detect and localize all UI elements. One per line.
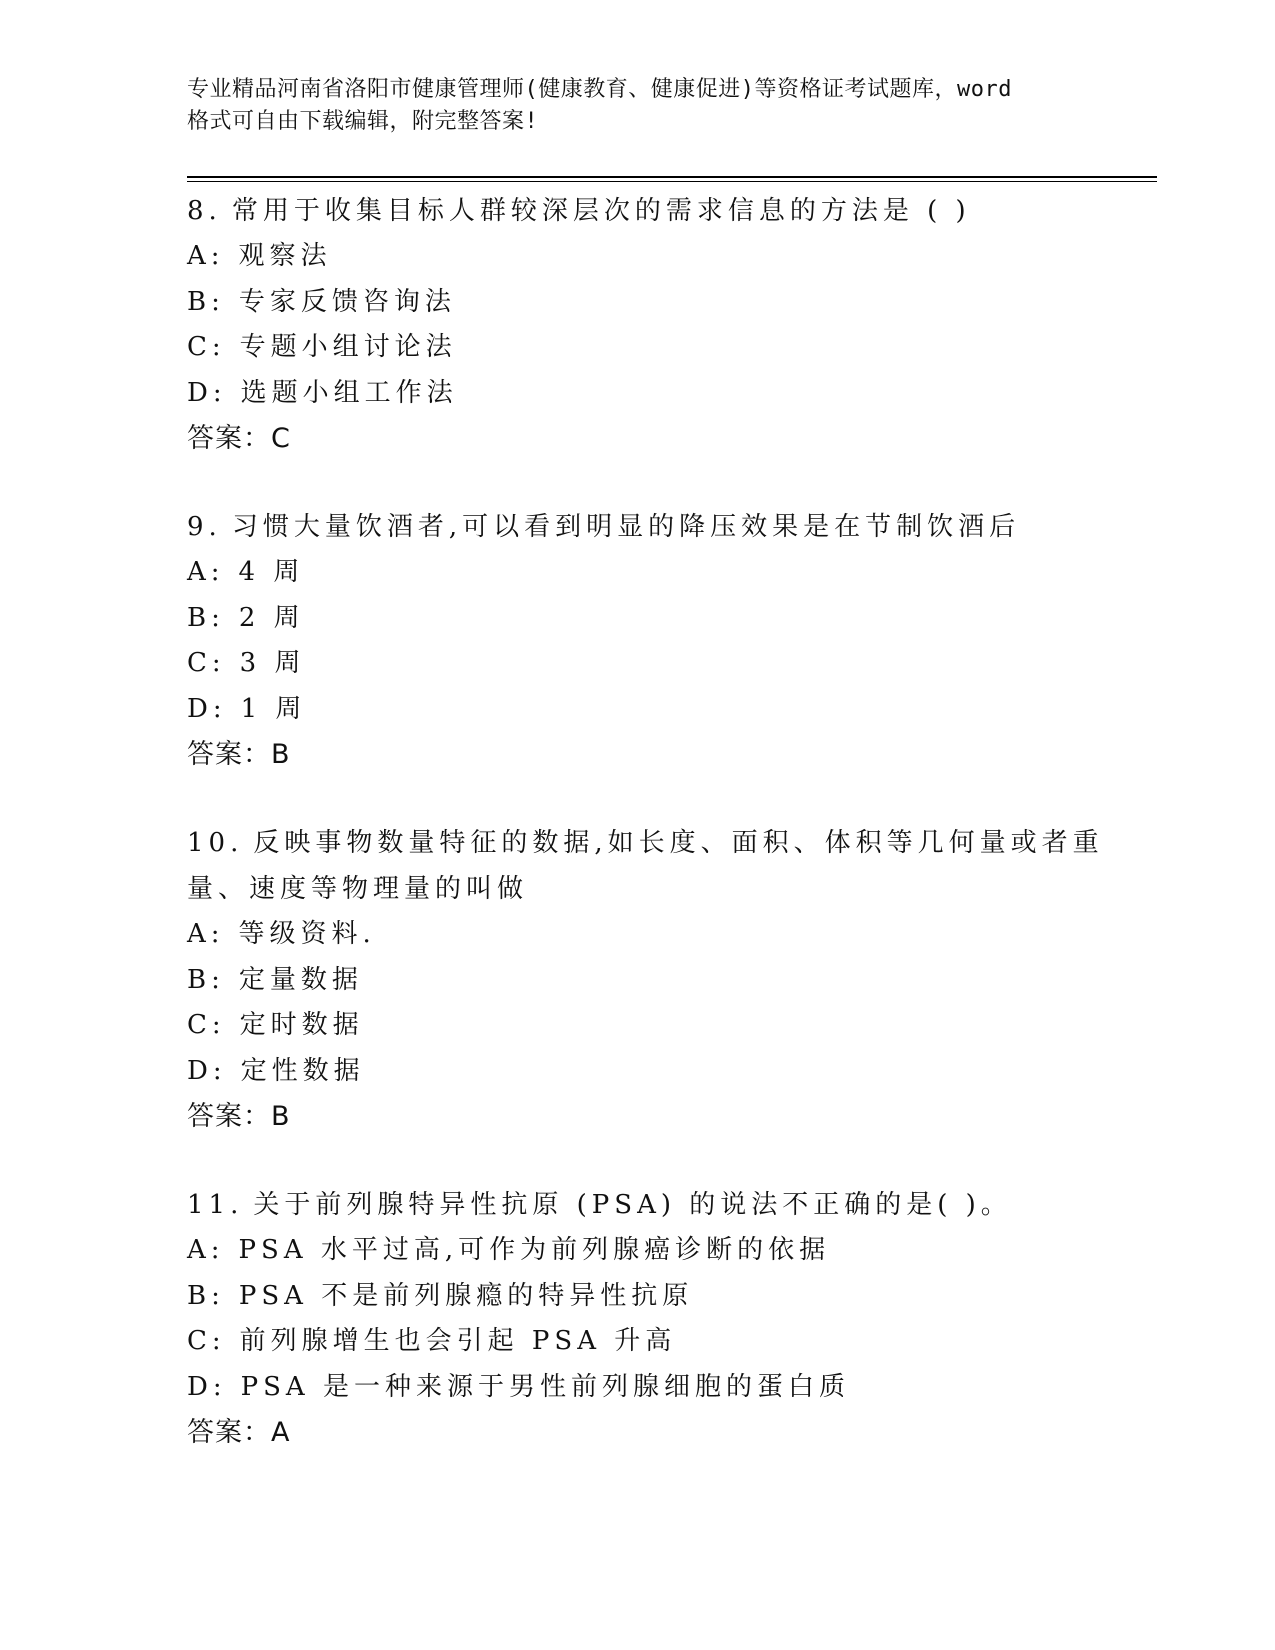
option-b <box>187 1274 1107 1320</box>
question-number: 11. <box>187 1190 244 1220</box>
option-b <box>187 280 1107 326</box>
document-header <box>187 74 1107 138</box>
option-d <box>187 371 1107 417</box>
option-d <box>187 1365 1107 1411</box>
option-letter: B: <box>187 286 225 317</box>
question-number: 8. <box>187 196 222 226</box>
option-d <box>187 1049 1107 1095</box>
answer-line: 答案：A <box>187 1417 291 1448</box>
question-list <box>187 188 1107 1498</box>
option-letter: B: <box>187 602 225 633</box>
option-b <box>187 596 1107 642</box>
question-11 <box>187 1182 1107 1456</box>
option-letter: D: <box>187 377 227 408</box>
option-text: PSA 水平过高,可作为前列腺癌诊断的依据 <box>238 1235 831 1265</box>
option-text: 专家反馈咨询法 <box>238 286 456 317</box>
option-text: 选题小组工作法 <box>240 377 458 408</box>
question-number: 9. <box>187 512 222 542</box>
option-d <box>187 687 1107 733</box>
option-text: 观察法 <box>238 241 332 271</box>
option-text: 定性数据 <box>240 1055 365 1086</box>
option-text: 3 周 <box>239 648 306 678</box>
option-text: PSA 不是前列腺瘾的特异性抗原 <box>238 1280 694 1311</box>
option-text: 1 周 <box>240 693 307 724</box>
option-a <box>187 1228 1107 1274</box>
header-divider-thin <box>187 181 1157 182</box>
question-text: 反映事物数量特征的数据,如长度、面积、体积等几何量或者重量、速度等物理量的叫做 <box>187 828 1104 904</box>
option-letter: A: <box>187 241 225 271</box>
option-letter: B: <box>187 1280 225 1311</box>
option-a <box>187 550 1107 596</box>
option-text: 前列腺增生也会引起 PSA 升高 <box>239 1326 677 1356</box>
question-text: 关于前列腺特异性抗原 (PSA) 的说法不正确的是( )。 <box>253 1190 1012 1220</box>
option-text: 定时数据 <box>239 1010 364 1040</box>
question-8 <box>187 188 1107 462</box>
question-10 <box>187 820 1107 1140</box>
option-letter: D: <box>187 693 227 724</box>
option-letter: C: <box>187 332 226 362</box>
option-c <box>187 641 1107 687</box>
question-stem <box>187 820 1107 912</box>
question-text: 习惯大量饮酒者,可以看到明显的降压效果是在节制饮酒后 <box>231 512 1021 542</box>
answer-line: 答案：B <box>187 739 291 770</box>
option-letter: A: <box>187 1235 225 1265</box>
option-b <box>187 958 1107 1004</box>
option-letter: A: <box>187 557 225 587</box>
option-text: 专题小组讨论法 <box>239 332 457 362</box>
answer-line: 答案：C <box>187 423 291 454</box>
option-letter: A: <box>187 919 225 949</box>
option-text: 定量数据 <box>238 964 363 995</box>
option-text: 等级资料. <box>238 919 376 949</box>
header-line-2: 格式可自由下载编辑，附完整答案! <box>187 109 539 134</box>
option-letter: C: <box>187 1010 226 1040</box>
option-text: 2 周 <box>238 602 305 633</box>
option-c <box>187 325 1107 371</box>
question-text: 常用于收集目标人群较深层次的需求信息的方法是 ( ) <box>231 196 971 226</box>
option-text: PSA 是一种来源于男性前列腺细胞的蛋白质 <box>240 1371 850 1402</box>
option-letter: B: <box>187 964 225 995</box>
option-a <box>187 234 1107 280</box>
question-number: 10. <box>187 828 244 858</box>
question-stem <box>187 1182 1107 1228</box>
option-text: 4 周 <box>238 557 305 587</box>
answer-line: 答案：B <box>187 1101 291 1132</box>
option-c <box>187 1003 1107 1049</box>
option-a <box>187 912 1107 958</box>
question-stem <box>187 504 1107 550</box>
header-line-1: 专业精品河南省洛阳市健康管理师(健康教育、健康促进)等资格证考试题库，word <box>187 77 1012 102</box>
option-letter: C: <box>187 1326 226 1356</box>
question-9 <box>187 504 1107 778</box>
header-divider-thick <box>187 176 1157 178</box>
option-letter: C: <box>187 648 226 678</box>
option-letter: D: <box>187 1371 227 1402</box>
option-c <box>187 1319 1107 1365</box>
option-letter: D: <box>187 1055 227 1086</box>
question-stem <box>187 188 1107 234</box>
